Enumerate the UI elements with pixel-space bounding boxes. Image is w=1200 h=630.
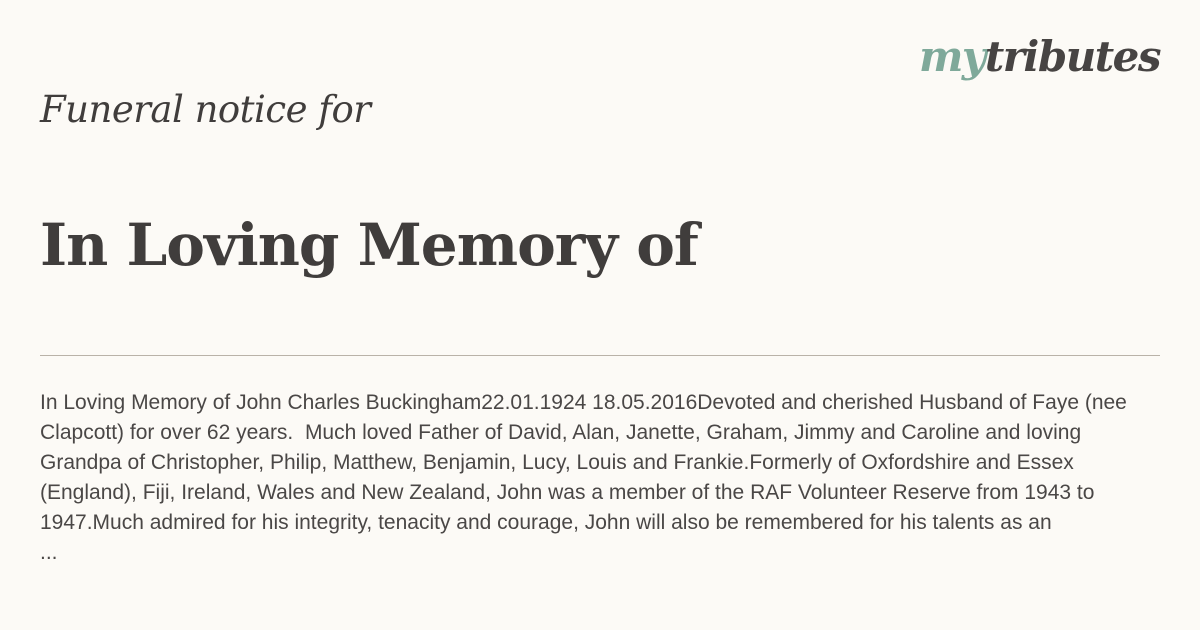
logo-my-text: my xyxy=(918,32,985,81)
logo-tributes-text: tributes xyxy=(984,32,1160,81)
notice-body: In Loving Memory of John Charles Buckingham22.01.1924 18.05.2016Devoted and cherished Husband of Faye (nee Clapcott) for over 62 years. Much loved Father of David, Alan, Janette, Graham, Jimmy and Caroline and loving Grandpa of Christopher, Philip, Matthew, Benjamin, Lucy, Louis and Frankie.Formerly of Oxfordshire and Essex (England), Fiji, Ireland, Wales and New Zealand, John was a member of the RAF Volunteer Reserve from 1943 to 1947.Much admired for his integrity, tenacity and courage, John will also be remembered for his talents as an xyxy=(40,391,1133,534)
section-divider xyxy=(40,355,1160,356)
body-truncation-ellipsis: ... xyxy=(40,541,58,564)
notice-title: In Loving Memory of xyxy=(40,211,698,279)
notice-subtitle: Funeral notice for xyxy=(40,88,371,131)
mytributes-logo xyxy=(918,32,1160,81)
